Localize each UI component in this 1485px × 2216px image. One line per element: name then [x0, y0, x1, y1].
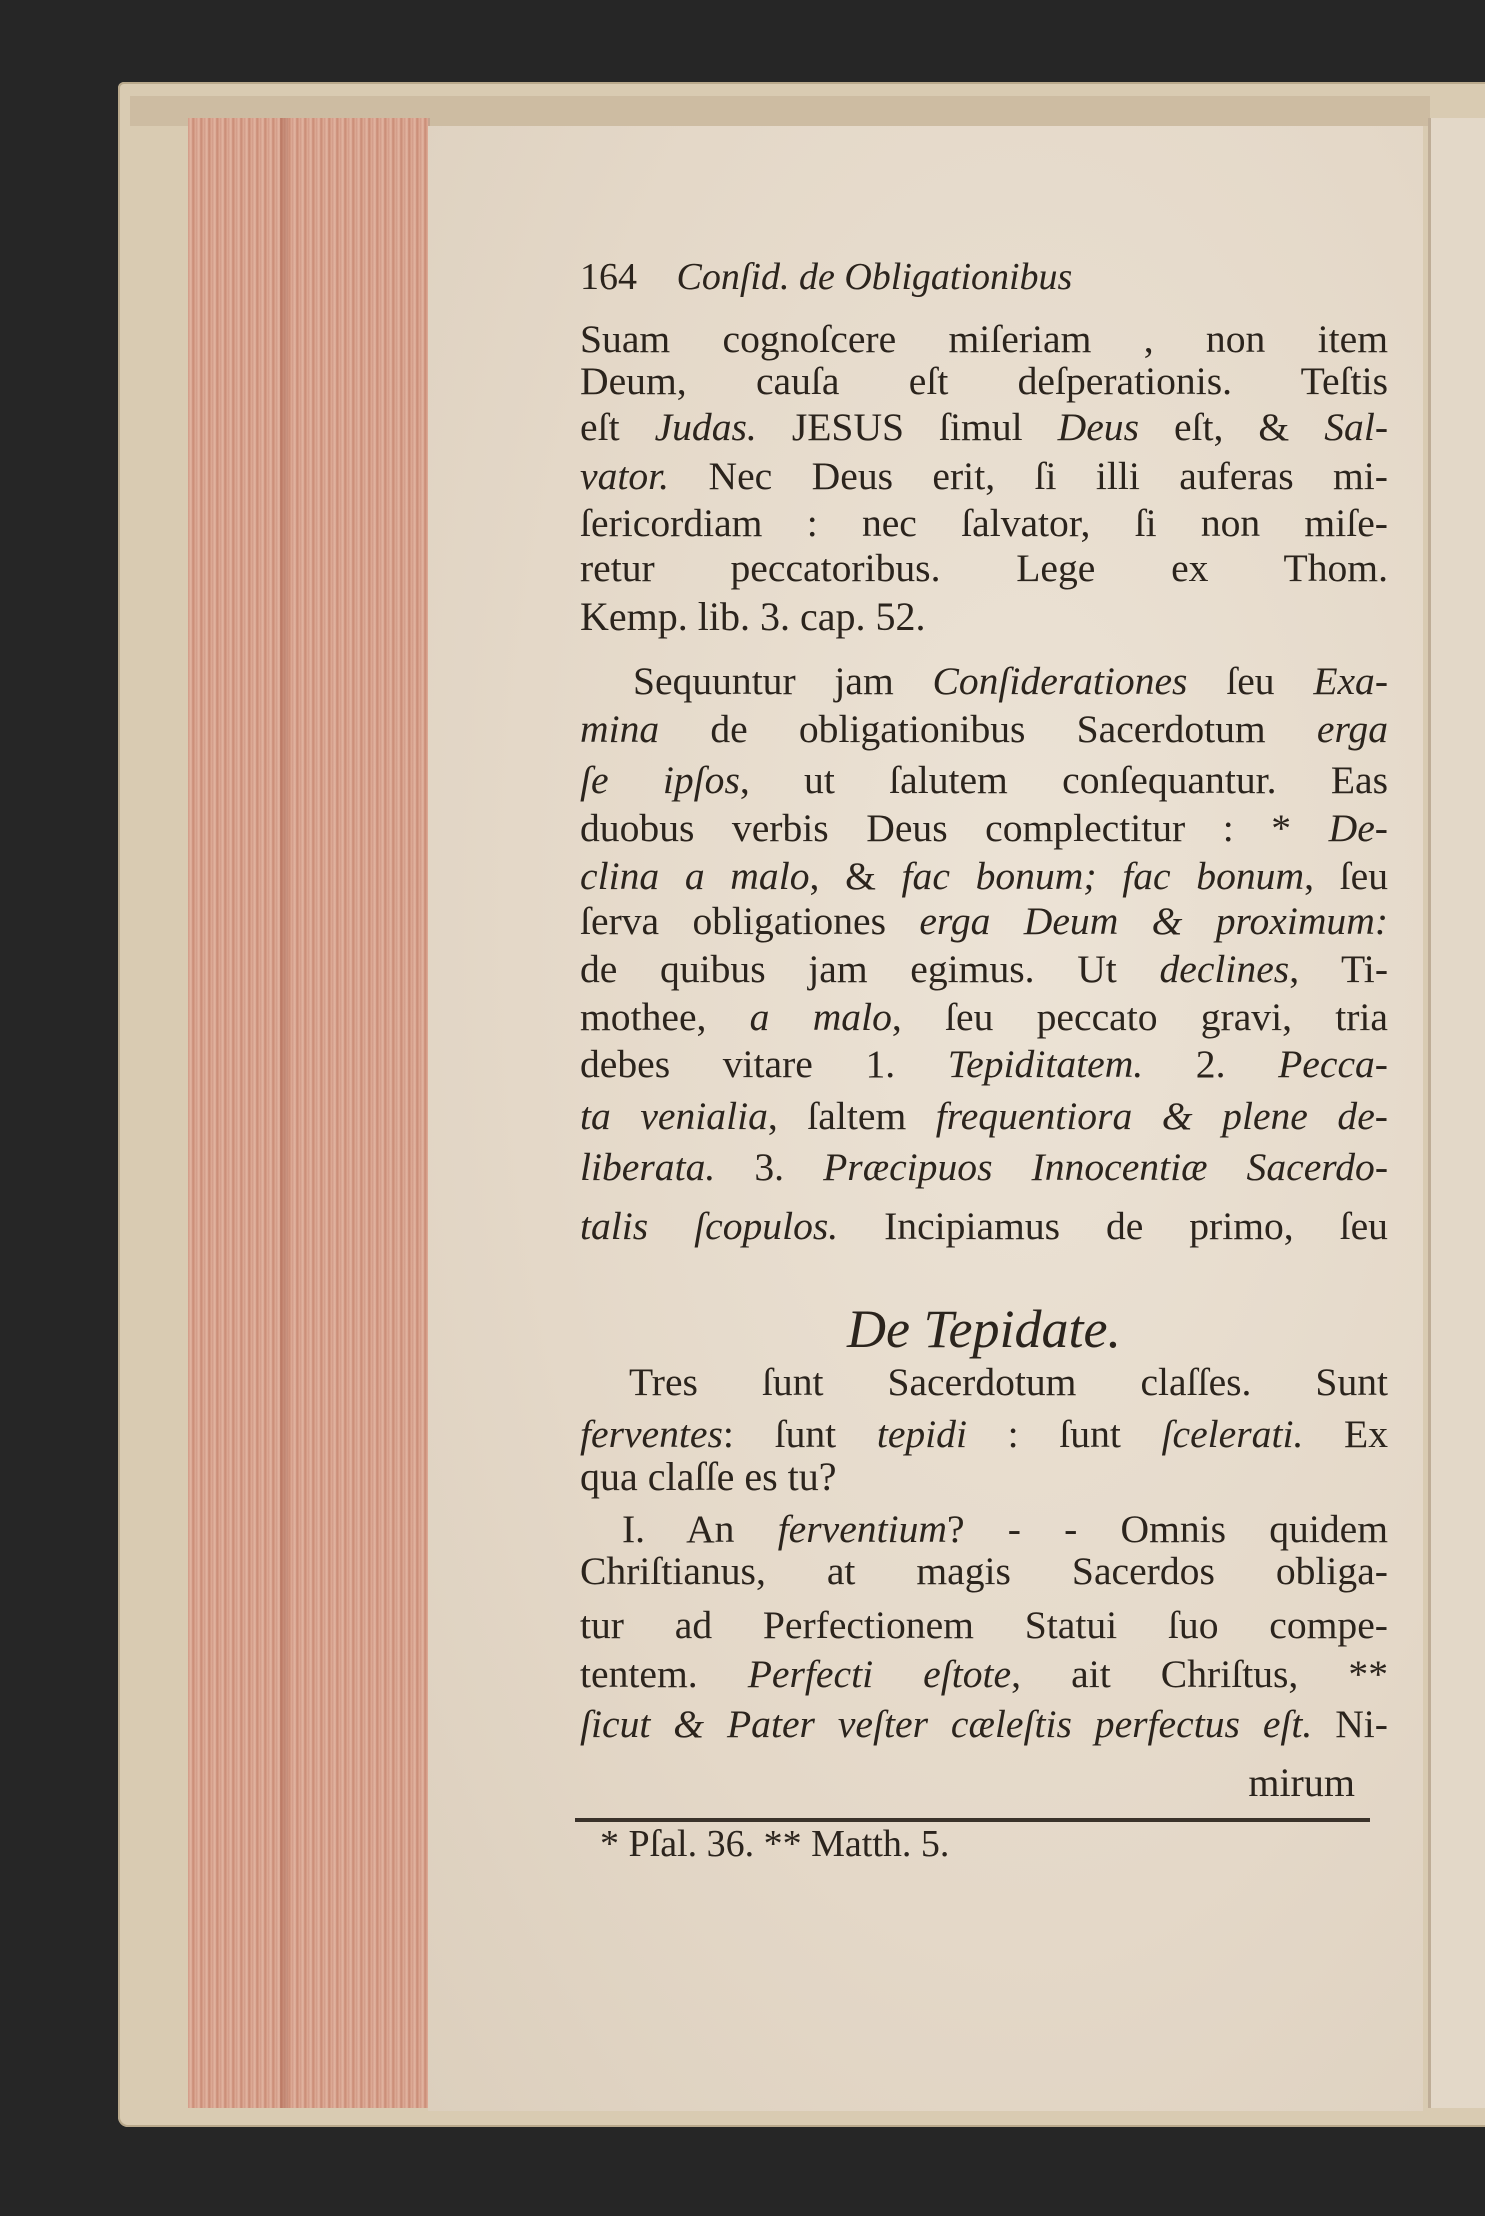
text-segment: 3. [715, 1145, 824, 1189]
text-segment: Chriſtianus, at magis Sacerdos obliga- [580, 1549, 1388, 1593]
text-line [580, 403, 1388, 451]
text-segment: Nec Deus erit, ſi illi auferas mi- [669, 454, 1388, 498]
text-line [580, 593, 1388, 641]
italic-text: Tepiditatem. [947, 1042, 1144, 1086]
text-segment: Suam cognoſcere miſeriam , non item [580, 317, 1388, 361]
italic-text: Exa- [1313, 659, 1388, 703]
text-segment: mothee, [580, 995, 750, 1039]
text-line [580, 1601, 1388, 1649]
italic-text: De- [1328, 806, 1388, 850]
text-segment: : ſunt [722, 1412, 877, 1456]
italic-text: erga Deum & proximum: [919, 899, 1388, 943]
text-segment: , ſeu [1304, 854, 1389, 898]
text-line [580, 1650, 1388, 1698]
italic-text: ſicut & Pater veſter cæleſtis perfectus eſt. [580, 1702, 1313, 1746]
italic-text: declines [1159, 947, 1290, 991]
text-line [580, 993, 1388, 1041]
text-segment: tentem. [580, 1652, 748, 1696]
text-line [622, 1505, 1388, 1553]
text-segment: qua claſſe es tu? [580, 1454, 837, 1499]
text-segment: , ait Chriſtus, ** [1011, 1652, 1388, 1696]
text-line [580, 897, 1388, 945]
text-segment: ? - - Omnis quidem [946, 1507, 1388, 1551]
text-line [580, 756, 1388, 804]
text-line [580, 1040, 1388, 1088]
italic-text: vator. [580, 454, 670, 498]
text-segment: 2. [1143, 1042, 1279, 1086]
section-heading: De Tepidate. [847, 1299, 1121, 1359]
text-line [629, 1358, 1388, 1406]
text-line [580, 1453, 1388, 1501]
text-line [580, 1410, 1388, 1458]
text-line [580, 357, 1388, 405]
text-line [580, 544, 1388, 592]
text-segment: eſt, & [1139, 405, 1325, 449]
page-number: 164 [580, 256, 637, 298]
italic-text: Deus [1057, 405, 1139, 449]
italic-text: Judas. [654, 405, 757, 449]
italic-text: ta venialia [580, 1094, 768, 1138]
text-line [580, 1092, 1388, 1140]
text-line [580, 499, 1388, 547]
italic-text: erga [1316, 707, 1388, 751]
text-segment: : ſunt [966, 1412, 1162, 1456]
italic-text: liberata. [580, 1145, 716, 1189]
text-segment: Deum, cauſa eſt deſperationis. Teſtis [580, 359, 1388, 403]
italic-text: mina [580, 707, 660, 751]
text-segment: , ſaltem [767, 1094, 936, 1138]
text-line [580, 1759, 1355, 1807]
text-segment: duobus verbis Deus complectitur : * [580, 806, 1329, 850]
italic-text: ferventium [777, 1507, 947, 1551]
page-edges-shadow [280, 118, 288, 2108]
footnote: * Pſal. 36. ** Matth. 5. [600, 1823, 950, 1865]
facing-page-edge [1428, 118, 1485, 2108]
text-segment: ſeu [1187, 659, 1314, 703]
text-segment: debes vitare 1. [580, 1042, 948, 1086]
italic-text: Sal- [1324, 405, 1388, 449]
italic-text: ſcelerati. [1161, 1412, 1304, 1456]
text-line [580, 705, 1388, 753]
italic-text: fac bonum; fac bonum [901, 854, 1305, 898]
text-line [580, 452, 1388, 500]
text-segment: ſerva obligationes [580, 899, 920, 943]
text-segment: JESUS ſimul [756, 405, 1058, 449]
italic-text: clina a malo [580, 854, 810, 898]
text-line [633, 657, 1388, 705]
text-line [580, 1700, 1388, 1748]
italic-text: frequentiora & plene de- [935, 1094, 1388, 1138]
text-line [580, 852, 1388, 900]
text-segment: , & [809, 854, 902, 898]
text-segment: Kemp. lib. 3. cap. 52. [580, 594, 926, 639]
text-segment: de obligationibus Sacerdotum [659, 707, 1317, 751]
italic-text: ferventes [580, 1412, 723, 1456]
text-segment: I. An [622, 1507, 778, 1551]
running-header [580, 255, 1072, 299]
text-segment: Incipiamus de primo, ſeu [838, 1204, 1388, 1248]
text-segment: ſericordiam : nec ſalvator, ſi non miſe- [580, 501, 1388, 545]
text-segment: Ni- [1312, 1702, 1388, 1746]
text-segment: Ex [1303, 1412, 1388, 1456]
text-segment: Sequuntur jam [633, 659, 933, 703]
italic-text: a malo [749, 995, 892, 1039]
text-segment: , Ti- [1289, 947, 1388, 991]
text-segment: eſt [580, 405, 655, 449]
italic-text: Conſiderationes [932, 659, 1188, 703]
text-line [580, 1202, 1388, 1250]
italic-text: ſe ipſos [580, 758, 740, 802]
text-line [580, 315, 1388, 363]
text-segment: de quibus jam egimus. Ut [580, 947, 1160, 991]
italic-text: Præcipuos Innocentiæ Sacerdo- [823, 1145, 1388, 1189]
text-line [580, 1547, 1388, 1595]
text-segment: , ſeu peccato gravi, tria [891, 995, 1388, 1039]
page-edges [188, 118, 430, 2108]
italic-text: Perfecti eſtote [747, 1652, 1012, 1696]
text-segment: retur peccatoribus. Lege ex Thom. [580, 546, 1388, 590]
text-segment: tur ad Perfectionem Statui ſuo compe- [580, 1603, 1388, 1647]
italic-text: tepidi [876, 1412, 967, 1456]
text-line [580, 804, 1388, 852]
text-segment: , ut ſalutem conſequantur. Eas [739, 758, 1388, 802]
italic-text: talis ſcopulos. [580, 1204, 839, 1248]
text-segment: Tres ſunt Sacerdotum claſſes. Sunt [629, 1360, 1388, 1404]
text-line [580, 945, 1388, 993]
running-title: Conſid. de Obligationibus [676, 256, 1073, 298]
italic-text: Pecca- [1278, 1042, 1388, 1086]
text-segment: mirum [1248, 1760, 1355, 1805]
text-line [580, 1143, 1388, 1191]
